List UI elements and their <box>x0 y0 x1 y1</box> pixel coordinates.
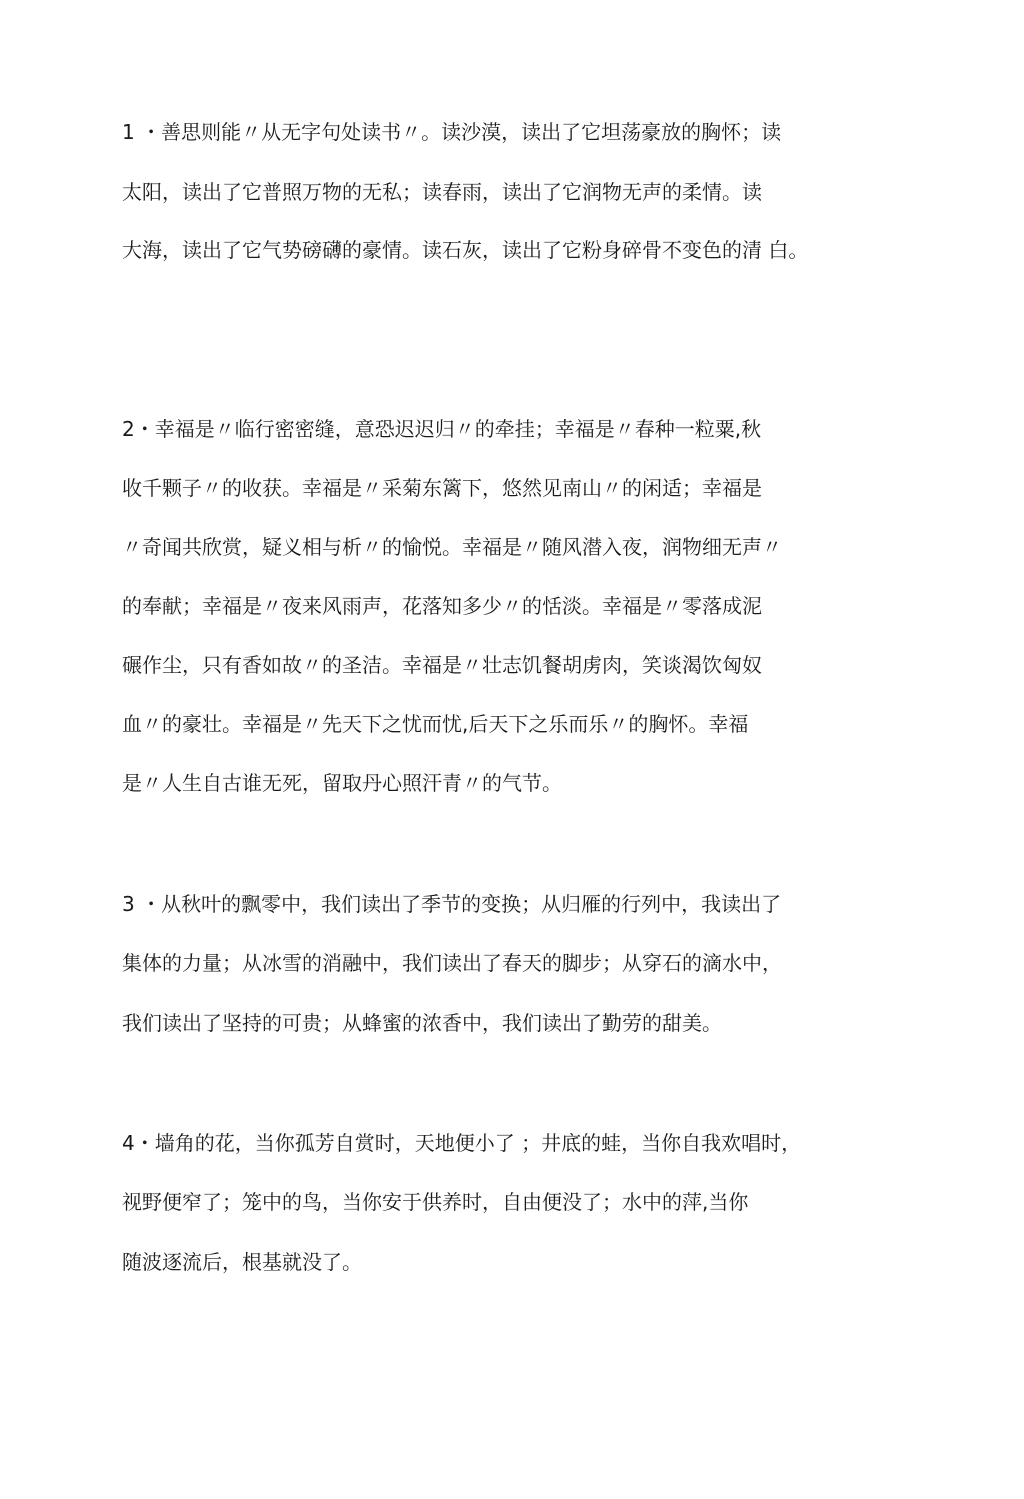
paragraph-2-line-7: 是〃人生自古谁无死，留取丹心照汗青〃的气节。 <box>122 771 562 795</box>
paragraph-1-line-2: 太阳，读出了它普照万物的无私；读春雨，读出了它润物无声的柔情。读 <box>122 180 762 204</box>
paragraph-3-line-2: 集体的力量；从冰雪的消融中，我们读出了春天的脚步；从穿石的滴水中， <box>122 951 782 975</box>
paragraph-2-line-2: 收千颗子〃的收获。幸福是〃采菊东篱下，悠然见南山〃的闲适；幸福是 <box>122 476 762 500</box>
paragraph-2-line-5: 碾作尘，只有香如故〃的圣洁。幸福是〃壮志饥餐胡虏肉，笑谈渴饮匈奴 <box>122 653 762 677</box>
paragraph-3-line-1: 3 ・从秋叶的飘零中，我们读出了季节的变换；从归雁的行列中，我读出了 <box>122 892 782 916</box>
paragraph-1-line-3: 大海，读出了它气势磅礴的豪情。读石灰，读出了它粉身碎骨不变色的清 白。 <box>122 238 809 262</box>
paragraph-4-line-2: 视野便窄了；笼中的鸟，当你安于供养时，自由便没了；水中的萍,当你 <box>122 1190 749 1214</box>
paragraph-2-line-4: 的奉献；幸福是〃夜来风雨声，花落知多少〃的恬淡。幸福是〃零落成泥 <box>122 594 762 618</box>
paragraph-2-line-6: 血〃的豪壮。幸福是〃先天下之忧而忧,后天下之乐而乐〃的胸怀。幸福 <box>122 712 749 736</box>
paragraph-2-line-3: 〃奇闻共欣赏，疑义相与析〃的愉悦。幸福是〃随风潜入夜，润物细无声〃 <box>122 535 782 559</box>
paragraph-4-line-3: 随波逐流后，根基就没了。 <box>122 1250 362 1274</box>
paragraph-1-line-1: 1 ・善思则能〃从无字句处读书〃。读沙漠，读出了它坦荡豪放的胸怀；读 <box>122 120 782 144</box>
paragraph-3-line-3: 我们读出了坚持的可贵；从蜂蜜的浓香中，我们读出了勤劳的甜美。 <box>122 1011 722 1035</box>
paragraph-4-line-1: 4・墙角的花，当你孤芳自赏时，天地便小了 ；井底的蛙，当你自我欢唱时， <box>122 1131 802 1155</box>
paragraph-2-line-1: 2・幸福是〃临行密密缝，意恐迟迟归〃的牵挂；幸福是〃春种一粒粟,秋 <box>122 417 762 441</box>
